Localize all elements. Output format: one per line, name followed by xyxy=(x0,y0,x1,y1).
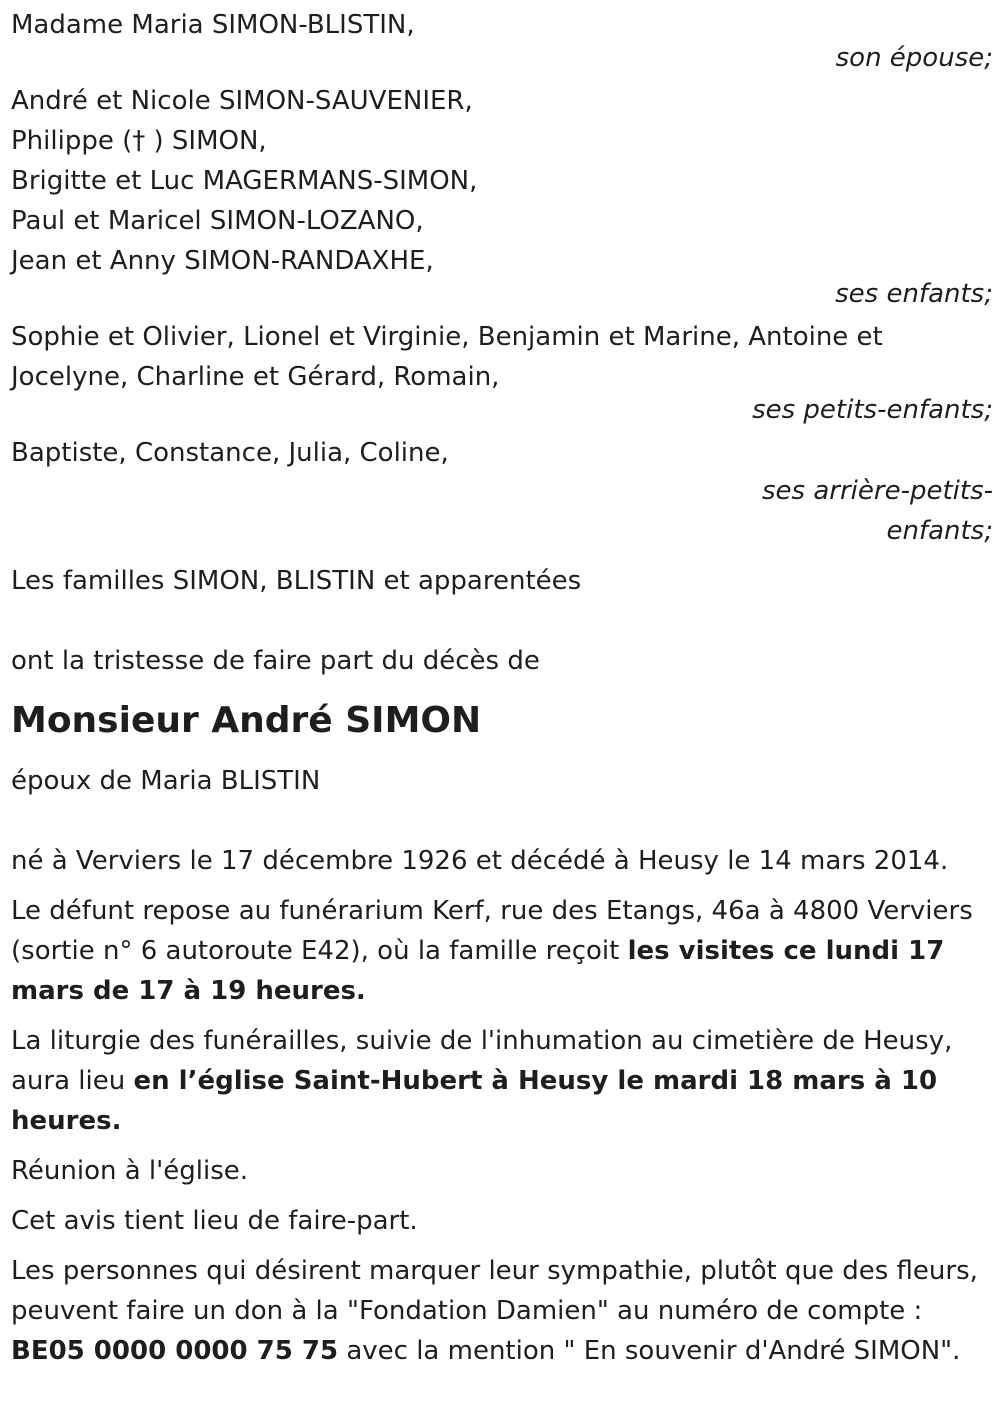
donation-paragraph xyxy=(11,1251,993,1371)
child-line: André et Nicole SIMON-SAUVENIER, xyxy=(11,86,473,116)
rest-text: Le défunt repose au funérarium Kerf, rue des Etangs, 46a à 4800 Verviers (sortie n° 6 autoroute E42), où la famille reçoit xyxy=(11,896,973,966)
account-number: BE05 0000 0000 75 75 xyxy=(11,1336,339,1366)
great-grandchildren-names: Baptiste, Constance, Julia, Coline, xyxy=(11,438,449,468)
notice-line: Cet avis tient lieu de faire-part. xyxy=(11,1206,418,1236)
birth-death-line: né à Verviers le 17 décembre 1926 et décédé à Heusy le 14 mars 2014. xyxy=(11,846,949,876)
great-grandchildren-role-line2: enfants; xyxy=(886,516,993,546)
spouse-role: son épouse; xyxy=(835,43,993,73)
child-line: Paul et Maricel SIMON-LOZANO, xyxy=(11,206,424,236)
rest-paragraph xyxy=(11,891,993,1011)
families-line: Les familles SIMON, BLISTIN et apparentées xyxy=(11,566,582,596)
child-line: Jean et Anny SIMON-RANDAXHE, xyxy=(11,246,434,276)
announcement-line: ont la tristesse de faire part du décès de xyxy=(11,646,540,676)
donation-text: Les personnes qui désirent marquer leur sympathie, plutôt que des fleurs, peuvent faire un don à la "Fondation Damien" au numéro de compte : xyxy=(11,1256,978,1326)
liturgy-text: La liturgie des funérailles, suivie de l'inhumation au cimetière de Heusy, aura lieu xyxy=(11,1026,953,1096)
child-line: Brigitte et Luc MAGERMANS-SIMON, xyxy=(11,166,478,196)
great-grandchildren-role-line1: ses arrière-petits- xyxy=(762,476,993,506)
ceremony-details: en l’église Saint-Hubert à Heusy le mardi 18 mars à 10 heures. xyxy=(11,1066,938,1136)
deceased-name: Monsieur André SIMON xyxy=(11,700,482,741)
liturgy-paragraph xyxy=(11,1021,993,1141)
great-grandchildren-role xyxy=(11,471,993,551)
children-role: ses enfants; xyxy=(835,279,993,309)
death-notice xyxy=(11,5,993,1381)
donation-mention: avec la mention " En souvenir d'André SIMON". xyxy=(338,1336,961,1366)
visiting-hours: les visites ce lundi 17 mars de 17 à 19 heures. xyxy=(11,936,945,1006)
grandchildren-role: ses petits-enfants; xyxy=(752,395,993,425)
meeting-line: Réunion à l'église. xyxy=(11,1156,249,1186)
grandchildren-names: Sophie et Olivier, Lionel et Virginie, Benjamin et Marine, Antoine et Jocelyne, Charline et Gérard, Romain, xyxy=(11,322,883,392)
spouse-of-line: époux de Maria BLISTIN xyxy=(11,766,321,796)
spouse-name: Madame Maria SIMON-BLISTIN, xyxy=(11,10,415,40)
child-line: Philippe († ) SIMON, xyxy=(11,126,267,156)
